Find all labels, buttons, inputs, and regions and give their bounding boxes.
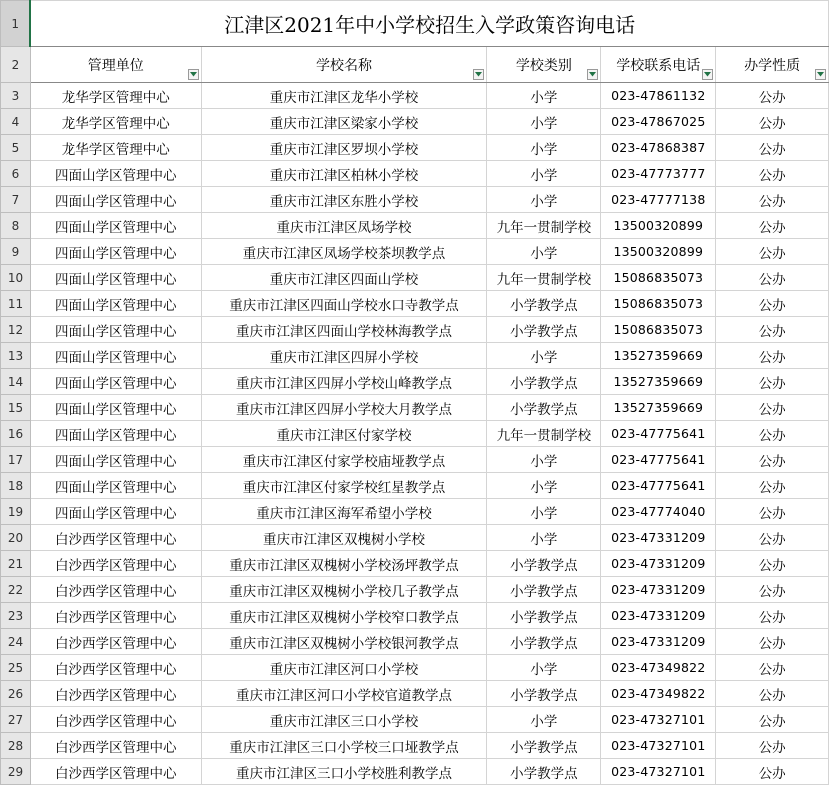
cell-school-nature[interactable]: 公办 (716, 551, 829, 577)
cell-phone[interactable]: 023-47861132 (601, 83, 716, 109)
cell-management-unit[interactable]: 白沙西学区管理中心 (30, 707, 201, 733)
cell-phone[interactable]: 15086835073 (601, 317, 716, 343)
cell-school-nature[interactable]: 公办 (716, 421, 829, 447)
table-row (1, 447, 829, 473)
filter-dropdown-icon[interactable] (473, 69, 484, 80)
cell-school-nature[interactable]: 公办 (716, 525, 829, 551)
cell-management-unit[interactable]: 四面山学区管理中心 (30, 317, 201, 343)
cell-school-name[interactable]: 重庆市江津区三口小学校胜利教学点 (201, 759, 487, 785)
cell-school-nature[interactable]: 公办 (716, 499, 829, 525)
row-header[interactable]: 14 (1, 369, 31, 395)
cell-school-name[interactable]: 重庆市江津区海军希望小学校 (201, 499, 487, 525)
row-header[interactable]: 8 (1, 213, 31, 239)
row-header[interactable]: 7 (1, 187, 31, 213)
row-header[interactable]: 20 (1, 525, 31, 551)
cell-school-nature[interactable]: 公办 (716, 603, 829, 629)
table-row (1, 551, 829, 577)
table-row (1, 733, 829, 759)
table-row (1, 109, 829, 135)
row-header[interactable]: 3 (1, 83, 31, 109)
row-header[interactable]: 12 (1, 317, 31, 343)
cell-phone[interactable]: 023-47331209 (601, 577, 716, 603)
table-row (1, 759, 829, 785)
cell-management-unit[interactable]: 白沙西学区管理中心 (30, 551, 201, 577)
row-header[interactable]: 19 (1, 499, 31, 525)
row-header[interactable]: 9 (1, 239, 31, 265)
table-row (1, 681, 829, 707)
cell-school-type[interactable]: 小学 (487, 239, 601, 265)
row-header[interactable]: 28 (1, 733, 31, 759)
row-header[interactable]: 24 (1, 629, 31, 655)
cell-school-nature[interactable]: 公办 (716, 447, 829, 473)
table-row (1, 603, 829, 629)
row-header[interactable]: 5 (1, 135, 31, 161)
cell-school-name[interactable]: 重庆市江津区龙华小学校 (201, 83, 487, 109)
cell-phone[interactable]: 023-47331209 (601, 551, 716, 577)
cell-management-unit[interactable]: 白沙西学区管理中心 (30, 733, 201, 759)
cell-phone[interactable]: 023-47868387 (601, 135, 716, 161)
row-header[interactable]: 6 (1, 161, 31, 187)
cell-school-name[interactable]: 重庆市江津区柏林小学校 (201, 161, 487, 187)
table-row (1, 291, 829, 317)
cell-phone[interactable]: 13527359669 (601, 395, 716, 421)
cell-phone[interactable]: 023-47775641 (601, 447, 716, 473)
cell-phone[interactable]: 023-47331209 (601, 629, 716, 655)
cell-school-type[interactable]: 小学 (487, 655, 601, 681)
cell-school-name[interactable]: 重庆市江津区三口小学校三口垭教学点 (201, 733, 487, 759)
cell-school-type[interactable]: 九年一贯制学校 (487, 421, 601, 447)
row-header[interactable]: 21 (1, 551, 31, 577)
cell-school-name[interactable]: 重庆市江津区付家学校庙垭教学点 (201, 447, 487, 473)
table-row (1, 265, 829, 291)
table-row (1, 577, 829, 603)
cell-school-name[interactable]: 重庆市江津区凤场学校茶坝教学点 (201, 239, 487, 265)
row-header[interactable]: 4 (1, 109, 31, 135)
row-header[interactable]: 29 (1, 759, 31, 785)
cell-phone[interactable]: 023-47327101 (601, 733, 716, 759)
cell-management-unit[interactable]: 白沙西学区管理中心 (30, 629, 201, 655)
cell-school-nature[interactable]: 公办 (716, 161, 829, 187)
row-header[interactable]: 10 (1, 265, 31, 291)
cell-school-nature[interactable]: 公办 (716, 291, 829, 317)
column-header-label: 管理单位 (87, 57, 144, 74)
cell-phone[interactable]: 023-47331209 (601, 603, 716, 629)
cell-school-name[interactable]: 重庆市江津区四面山学校 (201, 265, 487, 291)
cell-school-name[interactable]: 重庆市江津区梁家小学校 (201, 109, 487, 135)
cell-school-name[interactable]: 重庆市江津区四面山学校林海教学点 (201, 317, 487, 343)
cell-school-name[interactable]: 重庆市江津区凤场学校 (201, 213, 487, 239)
cell-phone[interactable]: 023-47773777 (601, 161, 716, 187)
cell-phone[interactable]: 13500320899 (601, 213, 716, 239)
cell-management-unit[interactable]: 四面山学区管理中心 (30, 421, 201, 447)
table-row (1, 213, 829, 239)
cell-school-type[interactable]: 九年一贯制学校 (487, 213, 601, 239)
cell-phone[interactable]: 023-47327101 (601, 759, 716, 785)
cell-phone[interactable]: 023-47331209 (601, 525, 716, 551)
cell-management-unit[interactable]: 白沙西学区管理中心 (30, 655, 201, 681)
cell-school-name[interactable]: 重庆市江津区双槐树小学校 (201, 525, 487, 551)
cell-school-type[interactable]: 小学教学点 (487, 551, 601, 577)
cell-school-name[interactable]: 重庆市江津区双槐树小学校窄口教学点 (201, 603, 487, 629)
cell-phone[interactable]: 023-47775641 (601, 473, 716, 499)
cell-school-nature[interactable]: 公办 (716, 135, 829, 161)
column-header-row (1, 47, 829, 83)
table-row (1, 525, 829, 551)
filter-dropdown-icon[interactable] (587, 69, 598, 80)
row-header[interactable]: 2 (1, 47, 31, 83)
cell-school-name[interactable]: 重庆市江津区四屏小学校大月教学点 (201, 395, 487, 421)
cell-management-unit[interactable]: 四面山学区管理中心 (30, 265, 201, 291)
cell-school-type[interactable]: 小学 (487, 83, 601, 109)
cell-management-unit[interactable]: 白沙西学区管理中心 (30, 603, 201, 629)
table-row (1, 187, 829, 213)
column-header-cell[interactable] (487, 47, 601, 83)
row-header[interactable]: 1 (1, 1, 31, 47)
cell-school-type[interactable]: 小学教学点 (487, 369, 601, 395)
cell-school-nature[interactable]: 公办 (716, 83, 829, 109)
row-header[interactable]: 22 (1, 577, 31, 603)
cell-school-name[interactable]: 重庆市江津区双槐树小学校几子教学点 (201, 577, 487, 603)
cell-management-unit[interactable]: 龙华学区管理中心 (30, 83, 201, 109)
table-row (1, 239, 829, 265)
cell-phone[interactable]: 023-47774040 (601, 499, 716, 525)
cell-school-type[interactable]: 九年一贯制学校 (487, 265, 601, 291)
cell-school-type[interactable]: 小学 (487, 187, 601, 213)
cell-school-type[interactable]: 小学教学点 (487, 681, 601, 707)
filter-dropdown-icon[interactable] (188, 69, 199, 80)
cell-management-unit[interactable]: 白沙西学区管理中心 (30, 759, 201, 785)
cell-school-type[interactable]: 小学 (487, 499, 601, 525)
table-row (1, 629, 829, 655)
table-row (1, 161, 829, 187)
cell-school-type[interactable]: 小学 (487, 161, 601, 187)
cell-management-unit[interactable]: 四面山学区管理中心 (30, 395, 201, 421)
cell-school-type[interactable]: 小学 (487, 525, 601, 551)
cell-school-type[interactable]: 小学 (487, 447, 601, 473)
column-header-label: 学校类别 (515, 57, 572, 74)
cell-phone[interactable]: 023-47777138 (601, 187, 716, 213)
cell-school-nature[interactable]: 公办 (716, 733, 829, 759)
row-header[interactable]: 17 (1, 447, 31, 473)
cell-school-name[interactable]: 重庆市江津区付家学校红星教学点 (201, 473, 487, 499)
cell-phone[interactable]: 15086835073 (601, 265, 716, 291)
cell-management-unit[interactable]: 白沙西学区管理中心 (30, 525, 201, 551)
cell-school-type[interactable]: 小学 (487, 707, 601, 733)
title-row (1, 1, 829, 47)
row-header[interactable]: 11 (1, 291, 31, 317)
cell-school-nature[interactable]: 公办 (716, 577, 829, 603)
cell-management-unit[interactable]: 龙华学区管理中心 (30, 109, 201, 135)
cell-management-unit[interactable]: 四面山学区管理中心 (30, 343, 201, 369)
cell-school-nature[interactable]: 公办 (716, 265, 829, 291)
table-row (1, 369, 829, 395)
cell-phone[interactable]: 13527359669 (601, 343, 716, 369)
filter-dropdown-icon[interactable] (702, 69, 713, 80)
cell-phone[interactable]: 023-47349822 (601, 681, 716, 707)
table-row (1, 83, 829, 109)
row-header[interactable]: 15 (1, 395, 31, 421)
cell-school-nature[interactable]: 公办 (716, 655, 829, 681)
cell-school-name[interactable]: 重庆市江津区河口小学校官道教学点 (201, 681, 487, 707)
table-row (1, 707, 829, 733)
cell-school-nature[interactable]: 公办 (716, 343, 829, 369)
cell-management-unit[interactable]: 白沙西学区管理中心 (30, 681, 201, 707)
column-header-label: 学校联系电话 (616, 57, 701, 74)
cell-phone[interactable]: 023-47327101 (601, 707, 716, 733)
cell-phone[interactable]: 023-47349822 (601, 655, 716, 681)
cell-school-type[interactable]: 小学教学点 (487, 317, 601, 343)
column-header-cell[interactable] (30, 47, 201, 83)
sheet-title[interactable]: 江津区2021年中小学校招生入学政策咨询电话 (30, 1, 828, 47)
cell-school-type[interactable]: 小学教学点 (487, 291, 601, 317)
cell-school-name[interactable]: 重庆市江津区四屏小学校山峰教学点 (201, 369, 487, 395)
cell-school-type[interactable]: 小学 (487, 343, 601, 369)
column-header-cell[interactable] (601, 47, 716, 83)
cell-school-nature[interactable]: 公办 (716, 317, 829, 343)
row-header[interactable]: 18 (1, 473, 31, 499)
cell-school-type[interactable]: 小学教学点 (487, 577, 601, 603)
cell-management-unit[interactable]: 四面山学区管理中心 (30, 187, 201, 213)
cell-school-nature[interactable]: 公办 (716, 395, 829, 421)
table-row (1, 499, 829, 525)
cell-school-name[interactable]: 重庆市江津区东胜小学校 (201, 187, 487, 213)
cell-school-nature[interactable]: 公办 (716, 187, 829, 213)
cell-management-unit[interactable]: 龙华学区管理中心 (30, 135, 201, 161)
cell-school-name[interactable]: 重庆市江津区双槐树小学校银河教学点 (201, 629, 487, 655)
cell-management-unit[interactable]: 四面山学区管理中心 (30, 447, 201, 473)
cell-school-nature[interactable]: 公办 (716, 681, 829, 707)
cell-school-type[interactable]: 小学教学点 (487, 395, 601, 421)
column-header-label: 办学性质 (744, 57, 801, 74)
row-header[interactable]: 16 (1, 421, 31, 447)
cell-school-nature[interactable]: 公办 (716, 629, 829, 655)
cell-management-unit[interactable]: 四面山学区管理中心 (30, 213, 201, 239)
table-row (1, 655, 829, 681)
cell-school-type[interactable]: 小学 (487, 473, 601, 499)
cell-school-nature[interactable]: 公办 (716, 239, 829, 265)
table-row (1, 473, 829, 499)
cell-phone[interactable]: 13527359669 (601, 369, 716, 395)
cell-management-unit[interactable]: 四面山学区管理中心 (30, 239, 201, 265)
cell-school-nature[interactable]: 公办 (716, 707, 829, 733)
cell-school-nature[interactable]: 公办 (716, 109, 829, 135)
cell-school-name[interactable]: 重庆市江津区双槐树小学校汤坪教学点 (201, 551, 487, 577)
row-header[interactable]: 26 (1, 681, 31, 707)
cell-management-unit[interactable]: 四面山学区管理中心 (30, 161, 201, 187)
column-header-cell[interactable] (716, 47, 829, 83)
cell-school-nature[interactable]: 公办 (716, 213, 829, 239)
cell-school-name[interactable]: 重庆市江津区付家学校 (201, 421, 487, 447)
cell-school-name[interactable]: 重庆市江津区四面山学校水口寺教学点 (201, 291, 487, 317)
row-header[interactable]: 13 (1, 343, 31, 369)
cell-school-nature[interactable]: 公办 (716, 369, 829, 395)
cell-management-unit[interactable]: 四面山学区管理中心 (30, 499, 201, 525)
table-row (1, 421, 829, 447)
cell-school-name[interactable]: 重庆市江津区三口小学校 (201, 707, 487, 733)
column-header-label: 学校名称 (316, 57, 373, 74)
cell-school-type[interactable]: 小学教学点 (487, 733, 601, 759)
table-row (1, 317, 829, 343)
cell-school-name[interactable]: 重庆市江津区河口小学校 (201, 655, 487, 681)
row-header[interactable]: 27 (1, 707, 31, 733)
cell-school-type[interactable]: 小学教学点 (487, 759, 601, 785)
cell-phone[interactable]: 15086835073 (601, 291, 716, 317)
cell-management-unit[interactable]: 白沙西学区管理中心 (30, 577, 201, 603)
cell-school-nature[interactable]: 公办 (716, 759, 829, 785)
row-header[interactable]: 23 (1, 603, 31, 629)
cell-school-type[interactable]: 小学 (487, 109, 601, 135)
filter-dropdown-icon[interactable] (815, 69, 826, 80)
cell-school-type[interactable]: 小学教学点 (487, 603, 601, 629)
column-header-cell[interactable] (201, 47, 487, 83)
cell-phone[interactable]: 023-47867025 (601, 109, 716, 135)
table-row (1, 135, 829, 161)
cell-management-unit[interactable]: 四面山学区管理中心 (30, 369, 201, 395)
row-header[interactable]: 25 (1, 655, 31, 681)
cell-management-unit[interactable]: 四面山学区管理中心 (30, 291, 201, 317)
cell-school-nature[interactable]: 公办 (716, 473, 829, 499)
table-row (1, 395, 829, 421)
cell-school-name[interactable]: 重庆市江津区四屏小学校 (201, 343, 487, 369)
cell-school-type[interactable]: 小学 (487, 135, 601, 161)
cell-phone[interactable]: 023-47775641 (601, 421, 716, 447)
cell-school-name[interactable]: 重庆市江津区罗坝小学校 (201, 135, 487, 161)
cell-phone[interactable]: 13500320899 (601, 239, 716, 265)
cell-school-type[interactable]: 小学教学点 (487, 629, 601, 655)
cell-management-unit[interactable]: 四面山学区管理中心 (30, 473, 201, 499)
table-row (1, 343, 829, 369)
